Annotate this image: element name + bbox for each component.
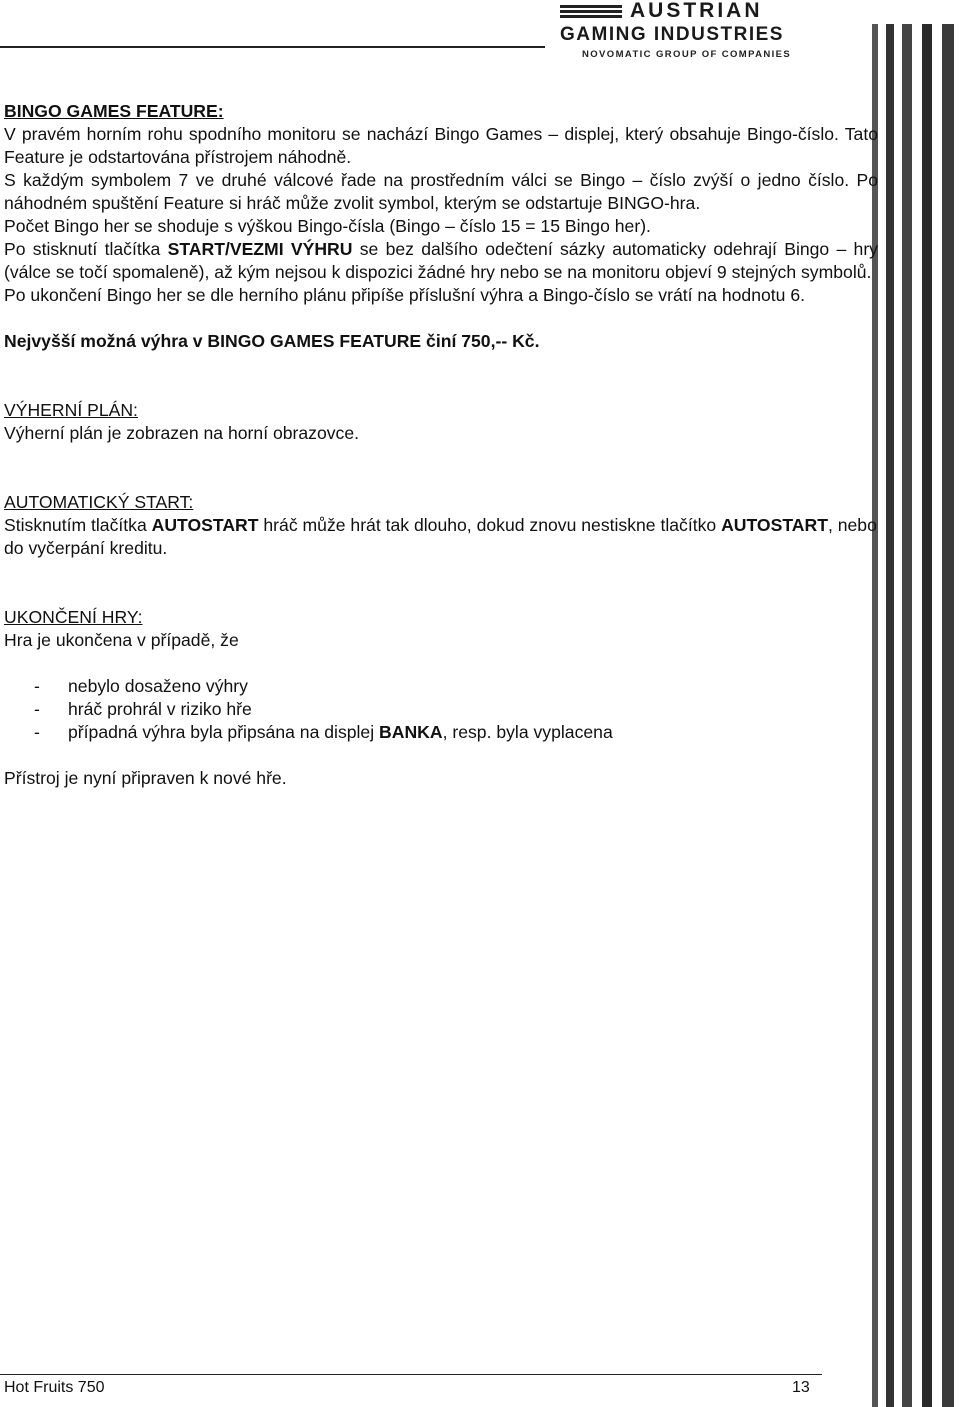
page-edge-bars: [870, 24, 960, 1407]
logo-line1: AUSTRIAN: [630, 0, 763, 22]
start-button-label: START/VEZMI VÝHRU: [167, 239, 353, 259]
bingo-paragraph-3: Počet Bingo her se shoduje s výškou Bingo-čísla (Bingo – číslo 15 = 15 Bingo her).: [4, 216, 651, 236]
company-logo: [560, 0, 840, 66]
document-body: [4, 100, 878, 790]
autostart-button-label-2: AUTOSTART: [721, 515, 828, 535]
list-item: [4, 698, 878, 721]
bingo-p4-text-rest: se bez dalšího odečtení sázky automaticky odehrají Bingo – hry (válce se točí spomaleně), až kým nejsou k dispozici žádné hry nebo se na monitoru objeví 9 stejných symbolů.: [4, 239, 878, 282]
end-conditions-list: [4, 675, 878, 744]
list-item: [4, 675, 878, 698]
list-dash: -: [34, 676, 40, 696]
list-item-text: případná výhra byla připsána na displej: [68, 722, 380, 742]
list-item-text-rest: , resp. byla vyplacena: [442, 722, 613, 742]
bingo-paragraph-4: [4, 238, 878, 284]
list-item-text: nebylo dosaženo výhry: [68, 676, 248, 696]
plan-text: Výherní plán je zobrazen na horní obrazovce.: [4, 423, 360, 443]
autostart-heading: AUTOMATICKÝ START:: [4, 492, 194, 512]
list-item-text: hráč prohrál v riziko hře: [68, 699, 252, 719]
plan-heading: VÝHERNÍ PLÁN:: [4, 400, 138, 420]
bingo-paragraph-2: S každým symbolem 7 ve druhé válcové řade na prostředním válci se Bingo – číslo zvýší o jedno číslo. Po náhodném spuštění Feature si hráč může zvolit symbol, kterým se odstartuje BINGO-hra.: [4, 170, 878, 213]
logo-line3: NOVOMATIC GROUP OF COMPANIES: [582, 49, 792, 60]
autostart-text-3: , nebo do vyčerpání kreditu.: [4, 515, 877, 558]
autostart-text-2: hráč může hrát tak dlouho, dokud znovu nestiskne tlačítko: [258, 515, 722, 535]
banka-display-label: BANKA: [379, 722, 443, 742]
header-rule: [0, 46, 545, 48]
bingo-heading: BINGO GAMES FEATURE:: [4, 101, 224, 121]
end-intro: Hra je ukončena v případě, že: [4, 630, 239, 650]
list-item: [4, 721, 878, 744]
autostart-text-1: Stisknutím tlačítka: [4, 515, 152, 535]
page-number: 13: [792, 1379, 810, 1396]
bingo-paragraph-1: V pravém horním rohu spodního monitoru se nachází Bingo Games – displej, který obsahuje Bingo-číslo. Tato Feature je odstartována přístrojem náhodně.: [4, 124, 878, 167]
logo-line2: GAMING INDUSTRIES: [560, 24, 784, 45]
bingo-p4-text: Po stisknutí tlačítka: [4, 239, 168, 259]
footer-title: Hot Fruits 750: [4, 1379, 105, 1396]
logo-stripes-icon: [560, 3, 622, 20]
autostart-text: [4, 514, 878, 560]
list-dash: -: [34, 699, 40, 719]
bingo-paragraph-5: Po ukončení Bingo her se dle herního plánu připíše příslušní výhra a Bingo-číslo se vrátí na hodnotu 6.: [4, 285, 806, 305]
ready-text: Přístroj je nyní připraven k nové hře.: [4, 768, 287, 788]
end-heading: UKONČENÍ HRY:: [4, 607, 143, 627]
max-win-text: Nejvyšší možná výhra v BINGO GAMES FEATURE činí 750,-- Kč.: [4, 331, 540, 351]
footer-rule: [0, 1374, 822, 1375]
list-dash: -: [34, 722, 40, 742]
autostart-button-label: AUTOSTART: [151, 515, 259, 535]
